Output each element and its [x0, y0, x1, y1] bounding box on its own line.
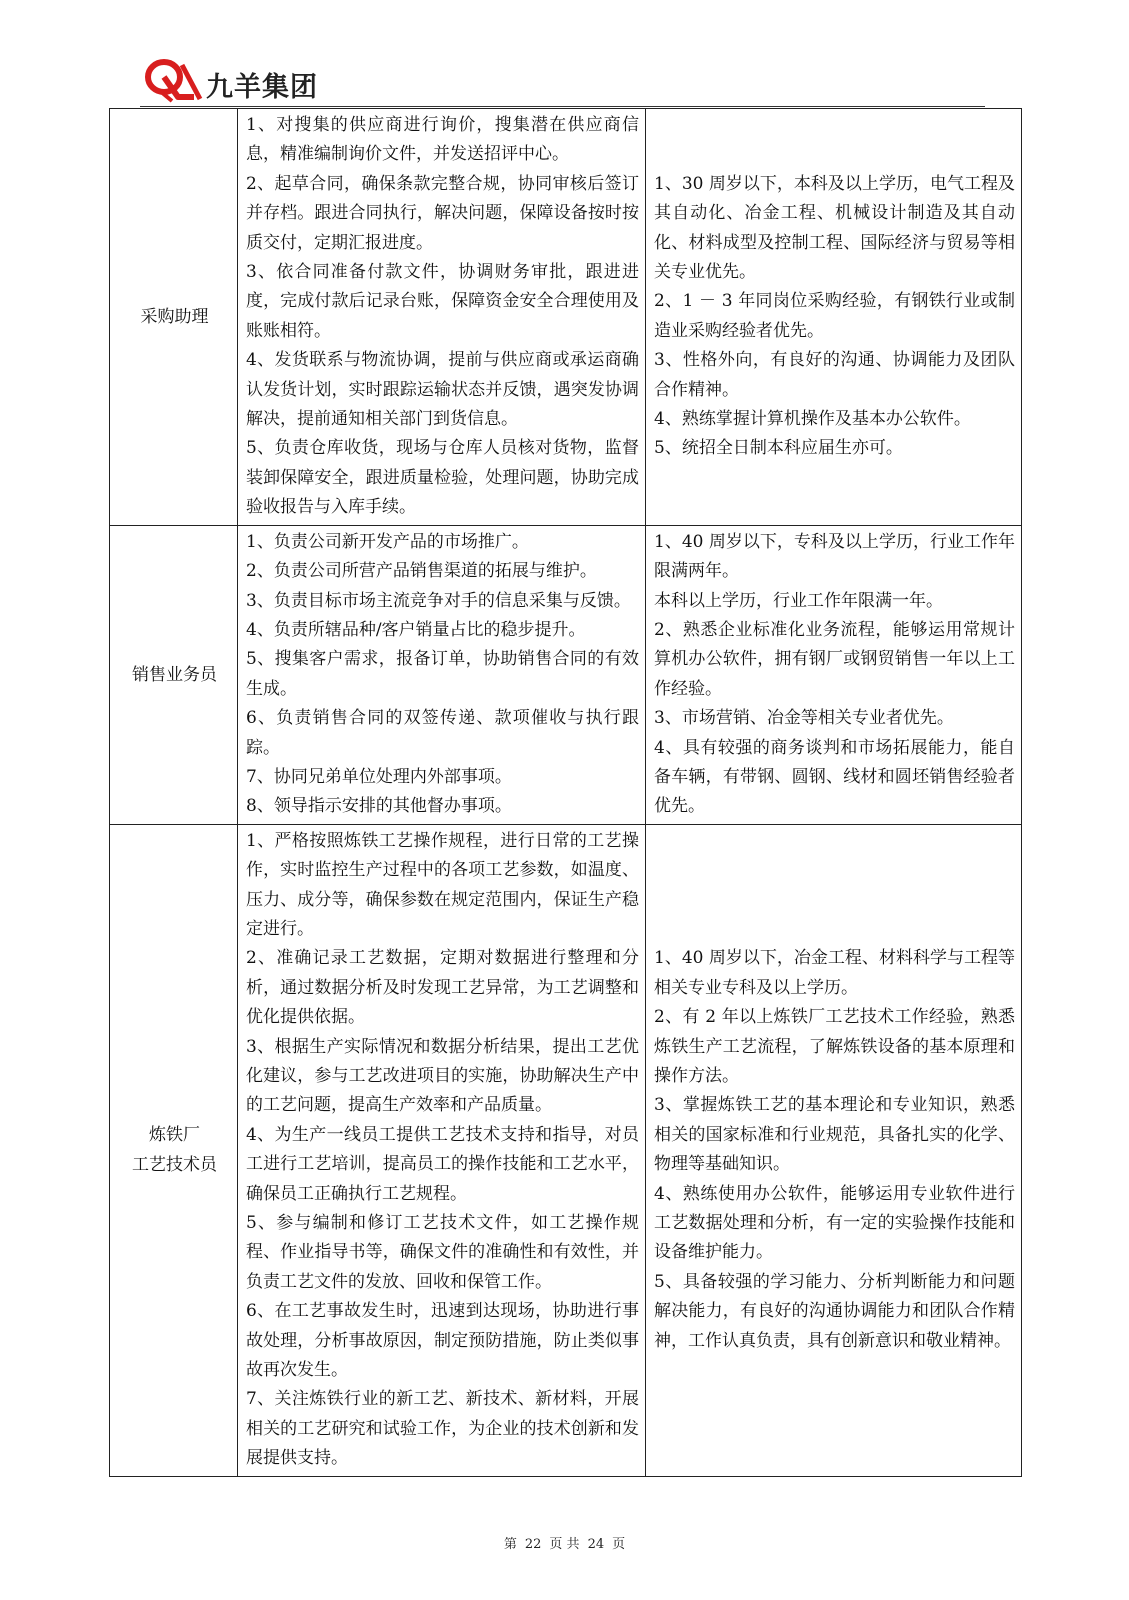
job-table-body — [110, 109, 1022, 1477]
duty-item: 4、发货联系与物流协调，提前与供应商或承运商确认发货计划，实时跟踪运输状态并反馈，遇突发协调解决，提前通知相关部门到货信息。 — [246, 350, 639, 430]
position-title-line: 采购助理 — [140, 306, 209, 327]
requirement-item: 2、有 2 年以上炼铁厂工艺技术工作经验，熟悉炼铁生产工艺流程，了解炼铁设备的基本原理和操作方法。 — [654, 1007, 1015, 1086]
company-logo-icon — [142, 57, 204, 103]
duty-item: 8、领导指示安排的其他督办事项。 — [246, 796, 512, 817]
job-duties — [238, 109, 646, 526]
job-row — [110, 824, 1022, 1476]
duty-item: 2、负责公司所营产品销售渠道的拓展与维护。 — [246, 561, 597, 582]
requirement-item: 4、熟练掌握计算机操作及基本办公软件。 — [654, 409, 971, 430]
requirement-item: 3、性格外向，有良好的沟通、协调能力及团队合作精神。 — [654, 350, 1015, 400]
page-number — [0, 1533, 1129, 1552]
duty-item: 3、负责目标市场主流竞争对手的信息采集与反馈。 — [246, 590, 631, 611]
duty-item: 5、参与编制和修订工艺技术文件，如工艺操作规程、作业指导书等，确保文件的准确性和有效性，并负责工艺文件的发放、回收和保管工作。 — [246, 1213, 639, 1292]
page-current: 22 — [524, 1537, 542, 1552]
requirement-item: 3、市场营销、冶金等相关专业者优先。 — [654, 708, 954, 729]
requirement-item: 4、熟练使用办公软件，能够运用专业软件进行工艺数据处理和分析，有一定的实验操作技能和设备维护能力。 — [654, 1183, 1015, 1263]
duty-item: 7、协同兄弟单位处理内外部事项。 — [246, 766, 512, 787]
duty-item: 1、对搜集的供应商进行询价，搜集潜在供应商信息，精准编制询价文件，并发送招评中心。 — [246, 115, 639, 165]
duty-item: 3、根据生产实际情况和数据分析结果，提出工艺优化建议，参与工艺改进项目的实施，协助解决生产中的工艺问题，提高生产效率和产品质量。 — [246, 1036, 639, 1116]
position-title — [110, 824, 238, 1476]
position-title-line: 销售业务员 — [132, 664, 217, 685]
duty-item: 1、负责公司新开发产品的市场推广。 — [246, 531, 529, 552]
job-row — [110, 525, 1022, 824]
job-table — [109, 108, 1022, 1477]
requirement-item: 3、掌握炼铁工艺的基本理论和专业知识，熟悉相关的国家标准和行业规范，具备扎实的化学、物理等基础知识。 — [654, 1095, 1015, 1175]
requirement-item: 2、熟悉企业标准化业务流程，能够运用常规计算机办公软件，拥有钢厂或钢贸销售一年以上工作经验。 — [654, 619, 1015, 699]
page-header — [140, 55, 980, 107]
duty-item: 4、为生产一线员工提供工艺技术支持和指导，对员工进行工艺培训，提高员工的操作技能和工艺水平，确保员工正确执行工艺规程。 — [246, 1124, 639, 1204]
duty-item: 6、在工艺事故发生时，迅速到达现场，协助进行事故处理，分析事故原因，制定预防措施，防止类似事故再次发生。 — [246, 1301, 639, 1381]
requirement-item: 4、具有较强的商务谈判和市场拓展能力，能自备车辆，有带钢、圆钢、线材和圆坯销售经验者优先。 — [654, 737, 1015, 817]
job-requirements — [646, 109, 1022, 526]
duty-item: 5、负责仓库收货，现场与仓库人员核对货物，监督装卸保障安全，跟进质量检验，处理问题，协助完成验收报告与入库手续。 — [246, 438, 639, 518]
job-duties — [238, 525, 646, 824]
requirement-item: 5、具备较强的学习能力、分析判断能力和问题解决能力，有良好的沟通协调能力和团队合作精神，工作认真负责，具有创新意识和敬业精神。 — [654, 1271, 1015, 1351]
page-suffix: 页 — [612, 1537, 626, 1552]
company-name: 九羊集团 — [206, 72, 318, 103]
duty-item: 7、关注炼铁行业的新工艺、新技术、新材料，开展相关的工艺研究和试验工作，为企业的技术创新和发展提供支持。 — [246, 1389, 639, 1469]
job-row — [110, 109, 1022, 526]
job-requirements — [646, 824, 1022, 1476]
requirement-item: 1、40 周岁以下，专科及以上学历，行业工作年限满两年。 — [654, 531, 1015, 582]
requirement-item: 5、统招全日制本科应届生亦可。 — [654, 438, 903, 459]
position-title — [110, 525, 238, 824]
header-divider — [140, 106, 985, 107]
duty-item: 2、准确记录工艺数据，定期对数据进行整理和分析，通过数据分析及时发现工艺异常，为工艺调整和优化提供依据。 — [246, 948, 639, 1028]
position-title-line: 工艺技术员 — [132, 1155, 217, 1176]
page-prefix: 第 — [503, 1537, 517, 1552]
requirement-item: 本科以上学历，行业工作年限满一年。 — [654, 590, 943, 611]
duty-item: 3、依合同准备付款文件，协调财务审批，跟进进度，完成付款后记录台账，保障资金安全合理使用及账账相符。 — [246, 262, 639, 341]
requirement-item: 1、30 周岁以下，本科及以上学历，电气工程及其自动化、冶金工程、机械设计制造及其自动化、材料成型及控制工程、国际经济与贸易等相关专业优先。 — [654, 173, 1015, 283]
position-title-line: 炼铁厂 — [149, 1125, 200, 1146]
position-title — [110, 109, 238, 526]
page-mid: 页 共 — [549, 1537, 580, 1552]
requirement-item: 1、40 周岁以下，冶金工程、材料科学与工程等相关专业专科及以上学历。 — [654, 948, 1015, 998]
duty-item: 5、搜集客户需求，报备订单，协助销售合同的有效生成。 — [246, 649, 639, 699]
duty-item: 6、负责销售合同的双签传递、款项催收与执行跟踪。 — [246, 708, 639, 758]
job-requirements — [646, 525, 1022, 824]
page-total: 24 — [587, 1537, 605, 1552]
duty-item: 2、起草合同，确保条款完整合规，协同审核后签订并存档。跟进合同执行，解决问题，保障设备按时按质交付，定期汇报进度。 — [246, 173, 639, 253]
requirement-item: 2、1 － 3 年同岗位采购经验，有钢铁行业或制造业采购经验者优先。 — [654, 291, 1015, 341]
duty-item: 4、负责所辖品种/客户销量占比的稳步提升。 — [246, 619, 586, 640]
duty-item: 1、严格按照炼铁工艺操作规程，进行日常的工艺操作，实时监控生产过程中的各项工艺参数，如温度、压力、成分等，确保参数在规定范围内，保证生产稳定进行。 — [246, 830, 639, 939]
job-duties — [238, 824, 646, 1476]
